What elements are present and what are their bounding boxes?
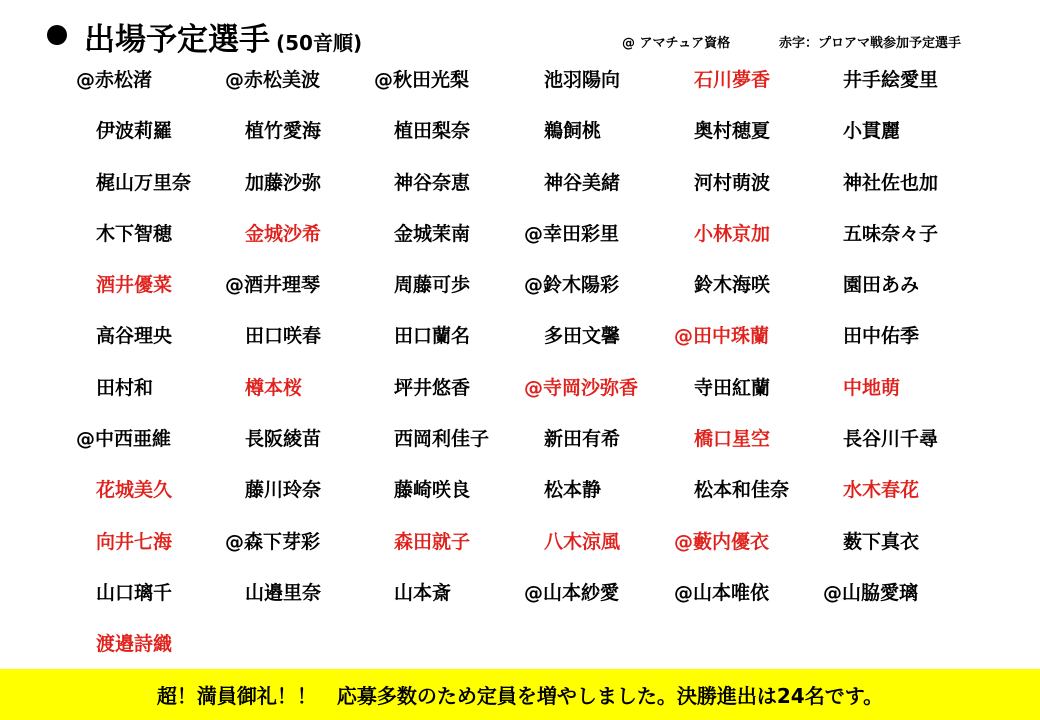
player-name: @寺岡沙弥香 — [524, 376, 639, 399]
player-row — [0, 210, 1040, 261]
player-name: @赤松美波 — [225, 69, 321, 91]
player-name: @藪内優衣 — [674, 530, 770, 553]
player-row — [0, 415, 1040, 466]
player-name: 山本斎 — [394, 581, 452, 604]
player-name: 橋口星空 — [694, 428, 771, 451]
player-name: 植竹愛海 — [245, 120, 322, 143]
player-name: 神谷美緒 — [544, 171, 621, 194]
player-name: @幸田彩里 — [524, 222, 620, 245]
legend-red: 赤字：プロアマ戦参加予定選手 — [779, 36, 962, 51]
player-row — [0, 518, 1040, 569]
player-row — [0, 159, 1040, 210]
page-title — [84, 14, 362, 59]
player-name: 西岡利佳子 — [394, 428, 490, 451]
player-name: 田中佑季 — [843, 325, 920, 348]
player-name: @酒井理琴 — [225, 274, 321, 297]
player-name: 長阪綾苗 — [245, 428, 322, 451]
player-name: 小貫麗 — [843, 120, 901, 143]
player-name: 井手絵愛里 — [843, 69, 939, 91]
player-name: 田口咲春 — [245, 325, 322, 348]
player-name: 渡邉詩織 — [96, 633, 173, 656]
player-name: @田中珠蘭 — [674, 325, 770, 348]
player-name: 五味奈々子 — [843, 222, 939, 245]
player-name: 森田就子 — [394, 530, 471, 553]
player-name: 奥村穂夏 — [694, 120, 771, 143]
player-name: 藤崎咲良 — [394, 479, 471, 502]
player-row — [0, 620, 1040, 671]
player-row — [0, 364, 1040, 415]
player-name: @秋田光梨 — [374, 69, 470, 91]
player-name: 田村和 — [96, 376, 154, 399]
player-name: 松本静 — [544, 479, 602, 502]
player-name: 山口璃千 — [96, 581, 173, 604]
player-name: 藤川玲奈 — [245, 479, 322, 502]
player-name: 薮下真衣 — [843, 530, 920, 553]
player-name: @山脇愛璃 — [823, 581, 919, 604]
player-name: @山本紗愛 — [524, 581, 620, 604]
player-name: 鵜飼桃 — [544, 120, 602, 143]
player-name: 樽本桜 — [245, 376, 303, 399]
player-name: 高谷理央 — [96, 325, 173, 348]
player-row — [0, 261, 1040, 312]
player-name: 園田あみ — [843, 274, 920, 297]
player-name: @森下芽彩 — [225, 530, 321, 553]
player-name: 周藤可歩 — [394, 274, 471, 297]
player-name: 石川夢香 — [694, 69, 771, 91]
player-name: 花城美久 — [96, 479, 173, 502]
player-name: 神社佐也加 — [843, 171, 939, 194]
announcement-banner — [0, 669, 1040, 720]
player-name: 神谷奈恵 — [394, 171, 471, 194]
player-name: @山本唯依 — [674, 581, 770, 604]
player-grid — [0, 56, 1040, 672]
player-name: 田口蘭名 — [394, 325, 471, 348]
player-name: 坪井悠香 — [394, 376, 471, 399]
player-name: 松本和佳奈 — [694, 479, 790, 502]
player-name: 植田梨奈 — [394, 120, 471, 143]
player-name: 池羽陽向 — [544, 69, 621, 91]
player-name: 小林京加 — [694, 222, 771, 245]
player-name: 加藤沙弥 — [245, 171, 322, 194]
player-name: 多田文馨 — [544, 325, 621, 348]
player-name: @鈴木陽彩 — [524, 274, 620, 297]
player-name: 木下智穂 — [96, 222, 173, 245]
order-note: (50音順) — [276, 31, 363, 55]
player-name: 酒井優菜 — [96, 274, 173, 297]
player-name: 八木涼風 — [544, 530, 621, 553]
player-name: 梶山万里奈 — [96, 171, 192, 194]
player-name: @中西亜維 — [76, 428, 172, 451]
player-name: 中地萌 — [843, 376, 901, 399]
player-row — [0, 107, 1040, 158]
player-row — [0, 569, 1040, 620]
player-name: 伊波莉羅 — [96, 120, 173, 143]
player-name: 河村萌波 — [694, 171, 771, 194]
banner-text: 超！満員御礼！！ 応募多数のため定員を増やしました。決勝進出は24名です。 — [156, 684, 884, 708]
player-name: 向井七海 — [96, 530, 173, 553]
player-name: 新田有希 — [544, 428, 621, 451]
player-row — [0, 466, 1040, 517]
bullet-icon — [47, 25, 67, 45]
player-name: 長谷川千尋 — [843, 428, 939, 451]
player-name: 鈴木海咲 — [694, 274, 771, 297]
player-name: 水木春花 — [843, 479, 920, 502]
player-row — [0, 56, 1040, 107]
player-name: @赤松渚 — [76, 69, 153, 91]
player-name: 山邉里奈 — [245, 581, 322, 604]
player-name: 寺田紅蘭 — [694, 376, 771, 399]
legend-amateur: @ アマチュア資格 — [622, 36, 731, 51]
page-title-text: 出場予定選手 — [84, 22, 270, 58]
player-row — [0, 312, 1040, 363]
player-name: 金城沙希 — [245, 222, 322, 245]
player-name: 金城茉南 — [394, 222, 471, 245]
